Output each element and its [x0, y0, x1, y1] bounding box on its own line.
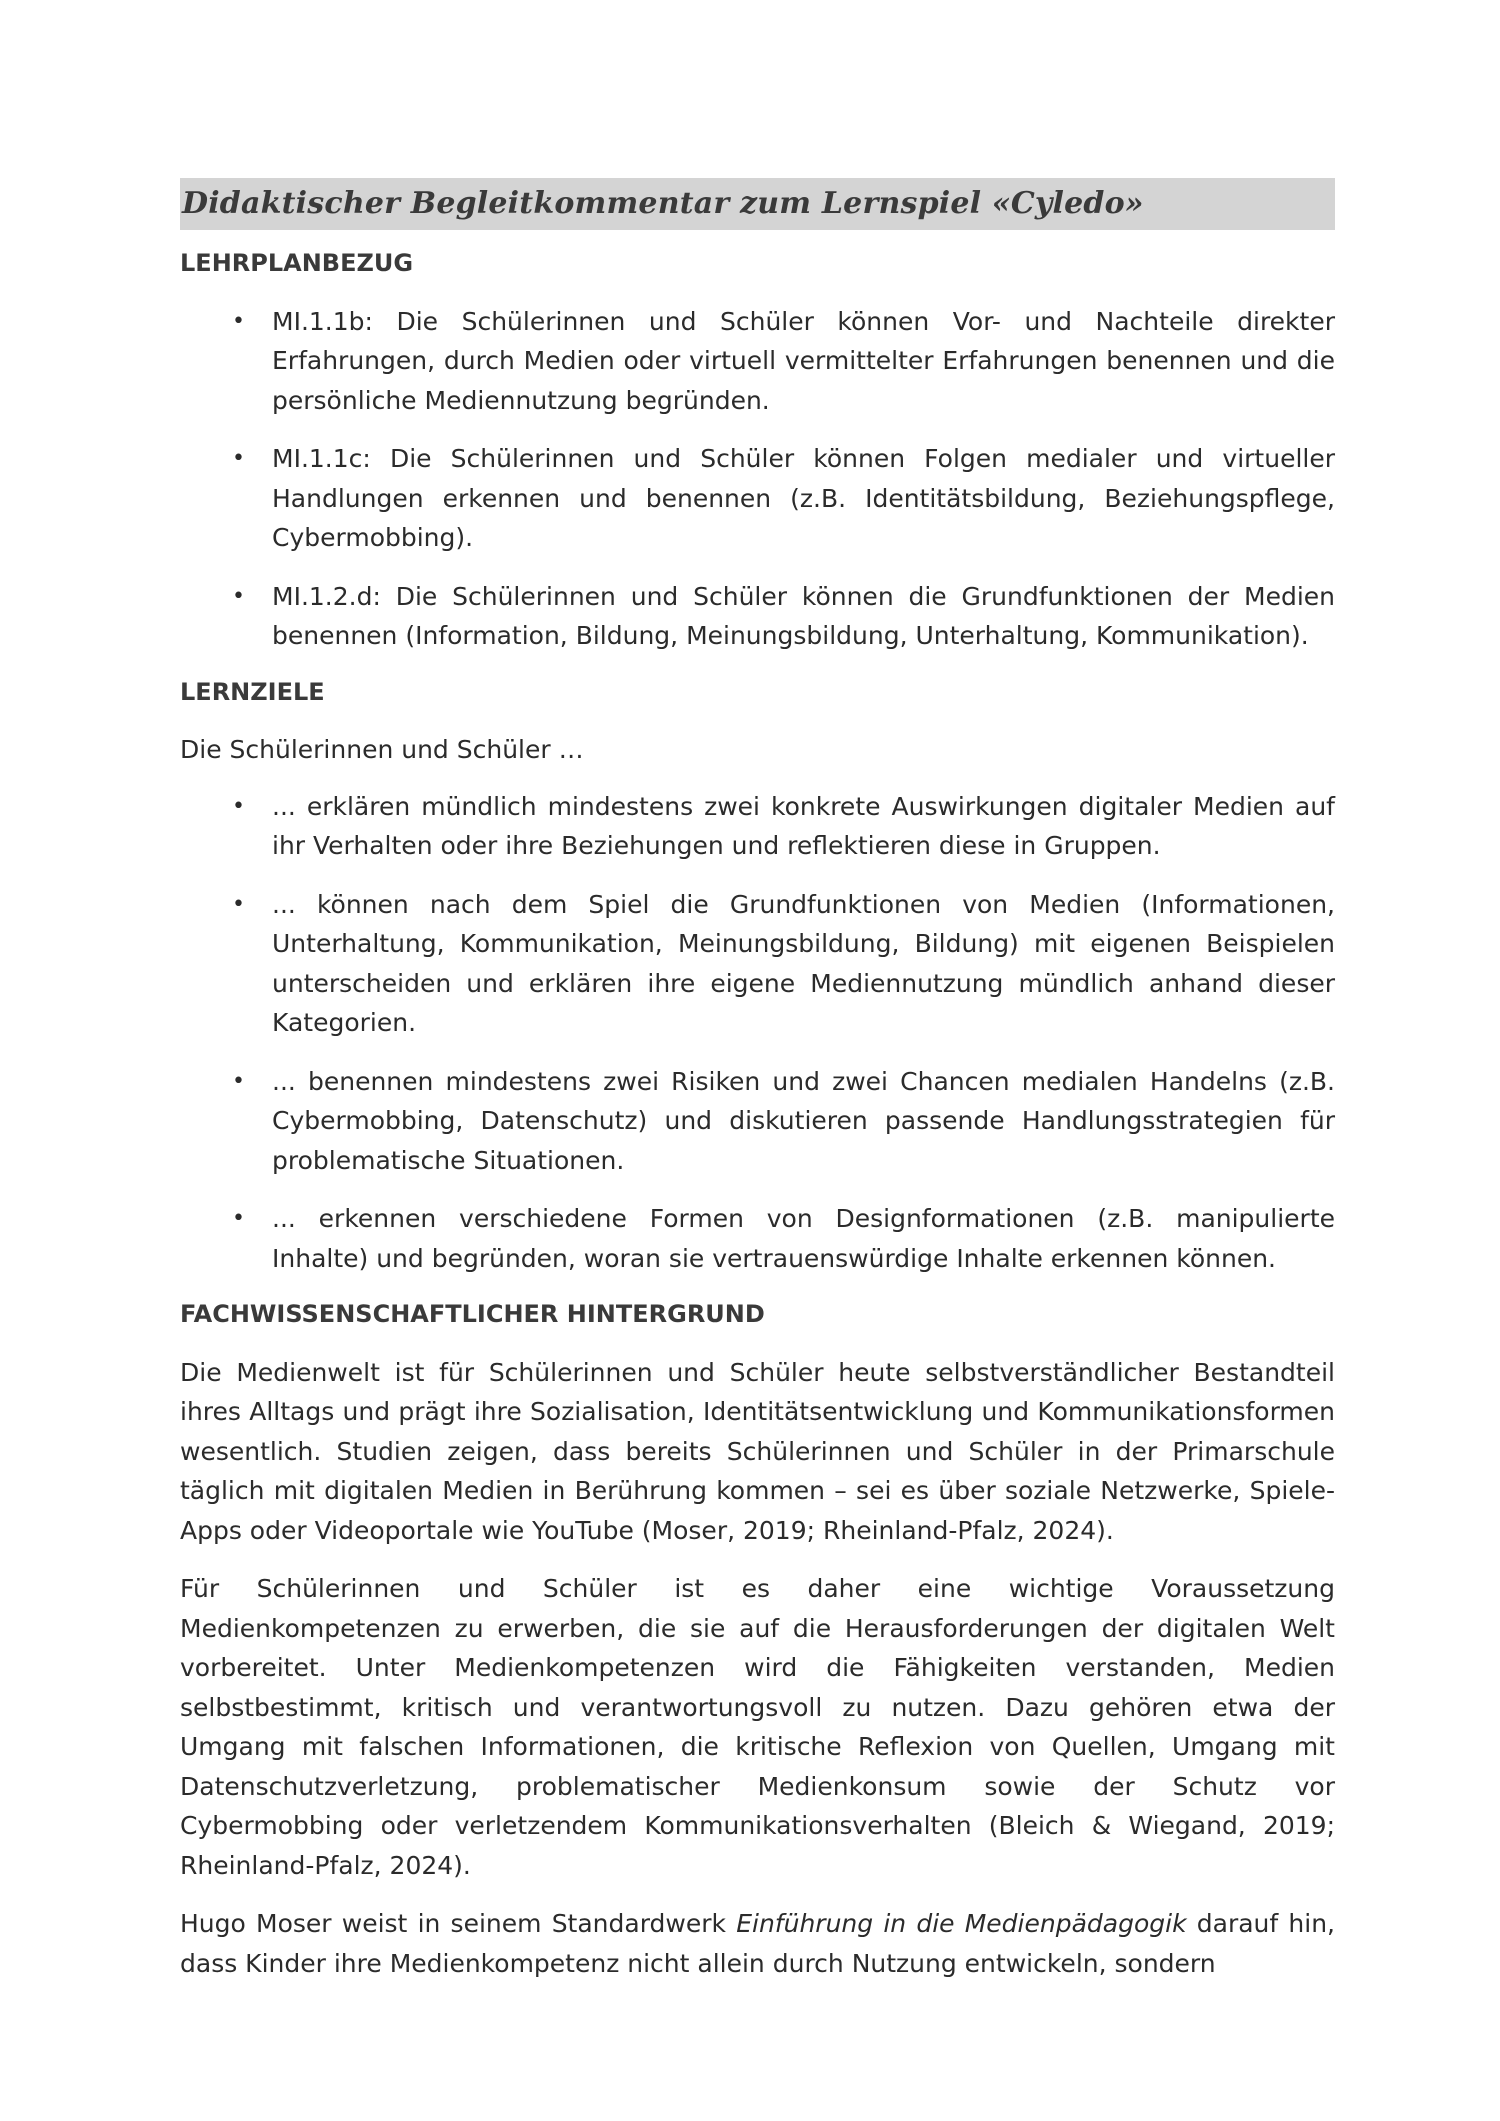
heading-lehrplanbezug: LEHRPLANBEZUG [180, 249, 414, 277]
list-item [180, 1062, 1335, 1181]
paragraph-moser [180, 1904, 1335, 1983]
bullet-icon: • [232, 793, 245, 819]
lernziele-intro: Die Schülerinnen und Schüler … [180, 735, 584, 764]
book-title: Einführung in die Medienpädagogik [736, 1909, 1187, 1938]
bullet-icon: • [232, 446, 245, 471]
heading-lernziele: LERNZIELE [180, 677, 325, 706]
lernziele-list [180, 787, 1335, 1279]
lehrplan-list [180, 302, 1335, 656]
list-item-text: ... erkennen verschiedene Formen von Designformationen (z.B. manipulierte Inhalte) und begründen, woran sie vertrauenswürdige Inhalte erkennen können. [272, 1204, 1335, 1273]
bullet-icon: • [232, 308, 245, 334]
list-item [180, 885, 1335, 1043]
bullet-icon: • [232, 891, 245, 917]
list-item [180, 302, 1335, 421]
list-item-text: ... können nach dem Spiel die Grundfunktionen von Medien (Informationen, Unterhaltung, Kommunikation, Meinungsbildung, Bildung) mit eigenen Beispielen unterscheiden und erklären ihre eigene Mediennutzung mündlich anhand dieser Kategorien. [272, 889, 1335, 1037]
paragraph: Die Medienwelt ist für Schülerinnen und Schüler heute selbstverständlicher Bestandteil ihres Alltags und prägt ihre Sozialisation, Identitätsentwicklung und Kommunikationsformen wesentlich. Studien zeigen, dass bereits Schülerinnen und Schüler in der Primarschule täglich mit digitalen Medien in Berührung kommen – sei es über soziale Netzwerke, Spiele-Apps oder Videoportale wie YouTube (Moser, 2019; Rheinland-Pfalz, 2024). [180, 1357, 1335, 1545]
document-page [180, 178, 1335, 2002]
list-item [180, 577, 1335, 656]
title-bar [180, 178, 1335, 230]
list-item [180, 1199, 1335, 1278]
bullet-icon: • [232, 1068, 245, 1094]
document-title: Didaktischer Begleitkommentar zum Lernspiel «Cyledo» [182, 186, 1144, 222]
heading-hintergrund: FACHWISSENSCHAFTLICHER HINTERGRUND [180, 1300, 765, 1328]
list-item [180, 787, 1335, 866]
list-item-text: MI.1.1c: Die Schülerinnen und Schüler können Folgen medialer und virtueller Handlungen erkennen und benennen (z.B. Identitätsbildung, Beziehungspflege, Cybermobbing). [272, 444, 1335, 552]
list-item-text: MI.1.2.d: Die Schülerinnen und Schüler können die Grundfunktionen der Medien benennen (Information, Bildung, Meinungsbildung, Unterhaltung, Kommunikation). [272, 581, 1335, 650]
list-item [180, 439, 1335, 558]
list-item-text: ... erklären mündlich mindestens zwei konkrete Auswirkungen digitaler Medien auf ihr Verhalten oder ihre Beziehungen und reflektieren diese in Gruppen. [272, 791, 1335, 860]
bullet-icon: • [232, 1206, 245, 1231]
paragraph-text: Hugo Moser weist in seinem Standardwerk [180, 1909, 737, 1938]
bullet-icon: • [232, 583, 245, 609]
list-item-text: MI.1.1b: Die Schülerinnen und Schüler können Vor- und Nachteile direkter Erfahrungen, durch Medien oder virtuell vermittelter Erfahrungen benennen und die persönliche Mediennutzung begründen. [272, 306, 1335, 415]
paragraph: Für Schülerinnen und Schüler ist es daher eine wichtige Voraussetzung Medienkompetenzen zu erwerben, die sie auf die Herausforderungen der digitalen Welt vorbereitet. Unter Medienkompetenzen wird die Fähigkeiten verstanden, Medien selbstbestimmt, kritisch und verantwortungsvoll zu nutzen. Dazu gehören etwa der Umgang mit falschen Informationen, die kritische Reflexion von Quellen, Umgang mit Datenschutzverletzung, problematischer Medienkonsum sowie der Schutz vor Cybermobbing oder verletzendem Kommunikationsverhalten (Bleich & Wiegand, 2019; Rheinland-Pfalz, 2024). [180, 1574, 1335, 1880]
paragraph-text: darauf hin, dass Kinder ihre Medienkompetenz nicht allein durch Nutzung entwickeln, sondern [180, 1909, 1335, 1978]
list-item-text: ... benennen mindestens zwei Risiken und zwei Chancen medialen Handelns (z.B. Cybermobbing, Datenschutz) und diskutieren passende Handlungsstrategien für problematische Situationen. [272, 1066, 1335, 1175]
